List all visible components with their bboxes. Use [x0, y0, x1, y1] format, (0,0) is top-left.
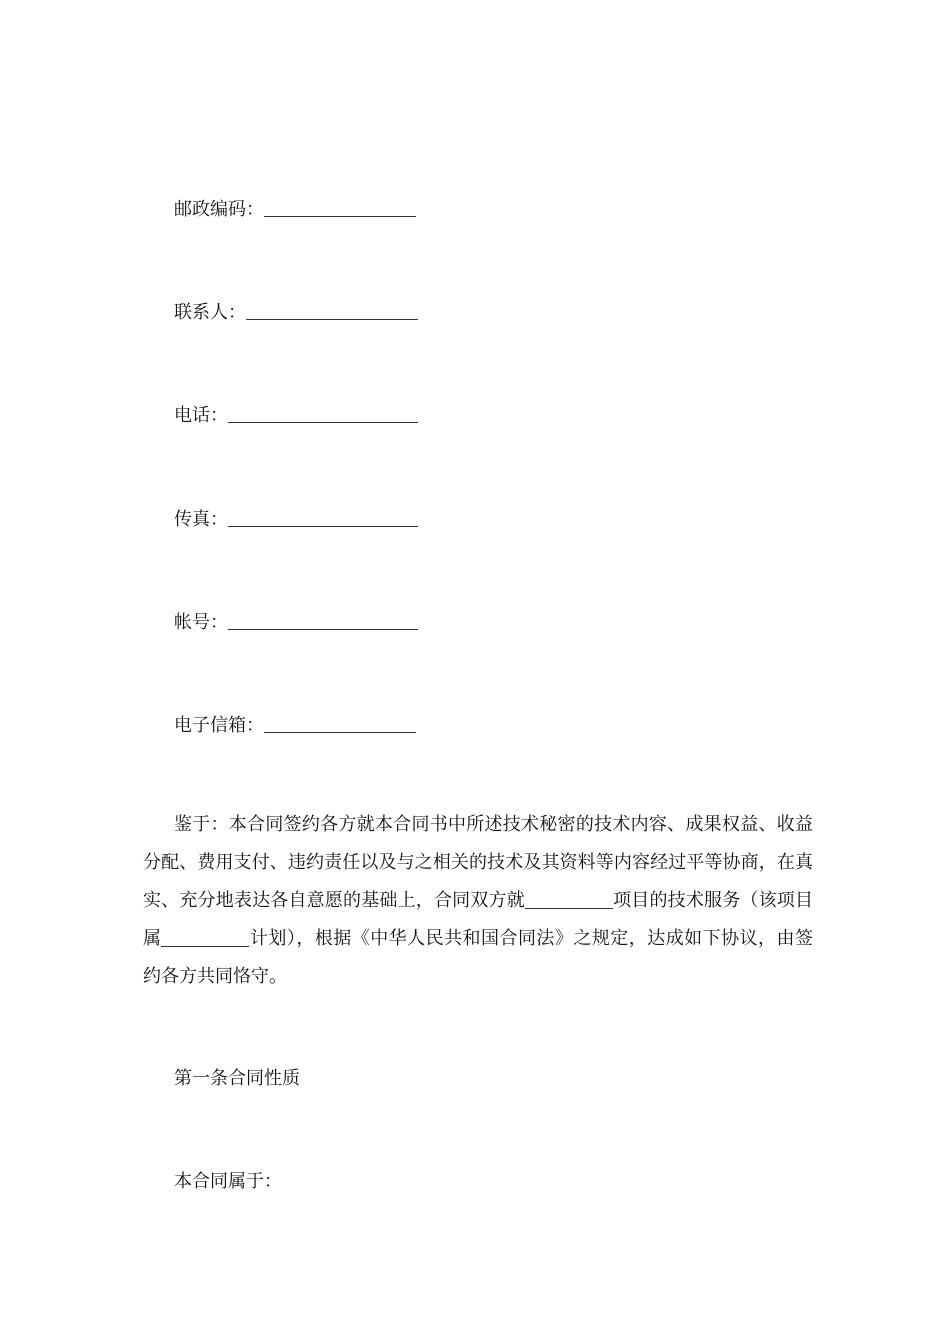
- project-name-blank[interactable]: [525, 890, 613, 909]
- phone-blank[interactable]: [228, 404, 418, 423]
- account-blank[interactable]: [228, 611, 418, 630]
- recital-text-2: 项目的技术服务（该项目属: [143, 890, 813, 949]
- fax-field: [174, 506, 418, 532]
- fax-label: 传真：: [174, 509, 228, 530]
- phone-label: 电话：: [174, 405, 228, 426]
- recital-text-3: 计划），根据《中华人民共和国合同法》之规定，达成如下协议，由签约各方共同恪守。: [143, 928, 813, 987]
- postal-code-blank[interactable]: [264, 198, 416, 217]
- contact-person-label: 联系人：: [174, 302, 246, 323]
- postal-code-field: [174, 196, 416, 222]
- contract-type-line: 本合同属于：: [174, 1171, 282, 1192]
- contact-person-blank[interactable]: [246, 301, 418, 320]
- account-label: 帐号：: [174, 612, 228, 633]
- phone-field: [174, 402, 418, 428]
- email-label: 电子信箱：: [174, 715, 264, 736]
- account-field: [174, 609, 418, 635]
- contact-person-field: [174, 299, 418, 325]
- recital-paragraph: [143, 806, 813, 996]
- fax-blank[interactable]: [228, 508, 418, 527]
- article-1-title: 第一条合同性质: [174, 1068, 300, 1089]
- postal-code-label: 邮政编码：: [174, 199, 264, 220]
- email-field: [174, 712, 416, 738]
- plan-name-blank[interactable]: [161, 928, 249, 947]
- recital-text-1: 鉴于：本合同签约各方就本合同书中所述技术秘密的技术内容、成果权益、收益分配、费用支付、违约责任以及与之相关的技术及其资料等内容经过平等协商，在真实、充分地表达各自意愿的基础上，合同双方就: [143, 814, 813, 911]
- email-blank[interactable]: [264, 714, 416, 733]
